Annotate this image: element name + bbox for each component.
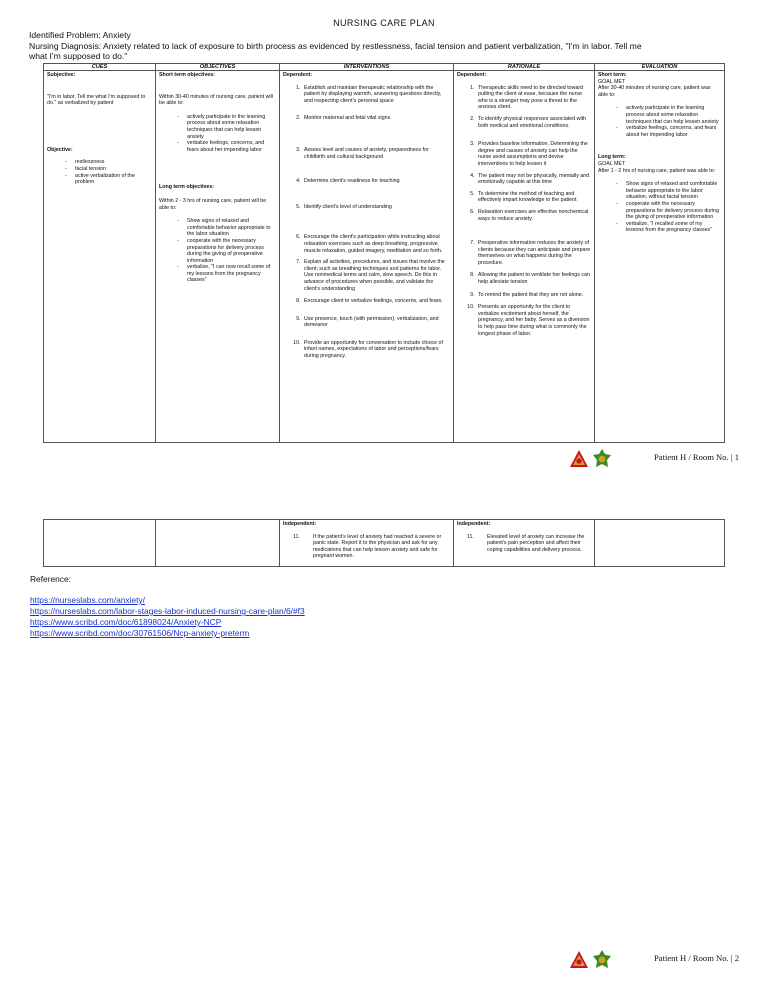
list-item: 5. Identify client's level of understanding bbox=[302, 204, 450, 211]
college-seal-icon bbox=[592, 448, 612, 468]
list-item: - facial tension bbox=[65, 166, 152, 173]
care-plan-table-continued bbox=[43, 519, 725, 567]
subjective-label: Subjective: bbox=[47, 72, 76, 78]
header-row bbox=[44, 64, 725, 71]
reference-link[interactable]: https://nurseslabs.com/anxiety/ bbox=[30, 595, 145, 605]
reference-link[interactable]: https://nurseslabs.com/labor-stages-labor-induced-nursing-care-plan/6/#f3 bbox=[30, 606, 305, 616]
nursing-diagnosis bbox=[29, 41, 749, 61]
list-item: 7. Explain all activities, procedures, and issues that involve the client; such as breathing techniques and patterns for labor. Use nonmedical terms and calm, slow speech. Do this in advance of procedures when possible, and validate the client's understanding bbox=[302, 259, 450, 292]
list-item bbox=[283, 534, 450, 560]
objectives-cell bbox=[156, 71, 280, 443]
list-item: 1. Therapeutic skills need to be directed toward putting the client at ease, because the nurse who is a stranger may pose a threat to the anxious client. bbox=[476, 85, 591, 111]
reference-link[interactable]: https://www.scribd.com/doc/30761506/Ncp-anxiety-preterm bbox=[30, 628, 250, 638]
cues-cell bbox=[44, 71, 156, 443]
evaluation-cell bbox=[595, 71, 725, 443]
references-label: Reference: bbox=[30, 574, 71, 584]
long-term-objectives-list bbox=[159, 218, 276, 284]
list-item: 6. Relaxation exercises are effective nonchemical ways to reduce anxiety. bbox=[476, 209, 591, 222]
college-seal-icon bbox=[592, 949, 612, 969]
list-item: 3. Assess level and causes of anxiety, preparedness for childbirth and cultural background bbox=[302, 147, 450, 160]
subjective-text: "I'm in labor. Tell me what I'm supposed to do." as verbalized by patient bbox=[47, 93, 146, 107]
nursing-diagnosis-line-1: Nursing Diagnosis: Anxiety related to lack of exposure to birth process as evidenced by restlessness, facial tension and patient verbalization, "I'm in labor. Tell me bbox=[29, 41, 642, 51]
list-item: 7. Preoperative information reduces the anxiety of clients because they can anticipate and prepare themselves on what happens during the procedure. bbox=[476, 240, 591, 266]
care-plan-table bbox=[43, 63, 725, 443]
list-item: 4. Determine client's readiness for teaching bbox=[302, 178, 450, 185]
item-number: 11. bbox=[293, 533, 300, 540]
header-objectives: OBJECTIVES bbox=[156, 64, 280, 71]
list-item: - verbalize, "I recalled some of my lessons from the pregnancy classes" bbox=[616, 221, 721, 234]
interventions-cell bbox=[280, 520, 454, 567]
identified-problem: Identified Problem: Anxiety bbox=[29, 30, 131, 40]
list-item: - verbalize, "I can now recall some of my lessons from the pregnancy classes" bbox=[177, 264, 276, 284]
nursing-diagnosis-line-2: what I'm supposed to do." bbox=[29, 51, 128, 61]
rationale-dependent-label: Dependent: bbox=[457, 72, 487, 78]
list-item: 10. Presents an opportunity for the client to verbalize excitement about herself, the pregnancy, and her baby. Serves as a diversion to help pass time during what is commonly the longest phase of labor. bbox=[476, 304, 591, 337]
short-term-objectives-label: Short term objectives: bbox=[159, 72, 215, 78]
list-item: - active verbalization of the problem bbox=[65, 173, 152, 186]
list-item: 2. Monitor maternal and fetal vital signs bbox=[302, 115, 450, 122]
list-item: 1. Establish and maintain therapeutic relationship with the patient by displaying warmth, answering questions directly, and respecting client's personal space bbox=[302, 85, 450, 105]
cues-cell bbox=[44, 520, 156, 567]
item-text: If the patient's level of anxiety had reached a severe or panic state. Report it to the physician and ask for any medications that can help lessen anxiety and safe for pregnant women. bbox=[313, 533, 442, 560]
school-seal-icon bbox=[569, 449, 589, 469]
list-item: 8. Allowing the patient to ventilate her feelings can help alleviate tension bbox=[476, 272, 591, 285]
list-item: 6. Encourage the client's participation while instructing about relaxation exercises such as deep breathing, progressive muscle relaxation, guided imagery, meditation and so forth. bbox=[302, 234, 450, 254]
school-seal-icon bbox=[569, 950, 589, 970]
list-item: 5. To determine the method of teaching and effectively impart knowledge to the patient bbox=[476, 191, 591, 204]
interventions-independent-label: Independent: bbox=[283, 521, 317, 527]
item-text: Elevated level of anxiety can increase the patient's pain perception and affect their coping capabilities and delivery process. bbox=[487, 533, 585, 553]
evaluation-long-term-status: GOAL MET bbox=[598, 160, 626, 167]
interventions-cell bbox=[280, 71, 454, 443]
list-item: - actively participate in the learning process about some relaxation techniques that can help lessen anxiety bbox=[616, 105, 721, 125]
short-term-objectives-list bbox=[159, 114, 276, 154]
list-item: - cooperate with the necessary preparations for delivery process during the giving of preoperative information bbox=[177, 238, 276, 264]
list-item: - cooperate with the necessary preparations for delivery process during the giving of preoperative information bbox=[616, 201, 721, 221]
rationale-independent-label: Independent: bbox=[457, 521, 491, 527]
list-item: 10. Provide an opportunity for conversation to include choice of infant names, expectations of labor and perceptions/fears during pregnancy. bbox=[302, 340, 450, 360]
evaluation-short-term-label: Short term: bbox=[598, 72, 627, 78]
reference-link[interactable]: https://www.scribd.com/doc/61898024/Anxiety-NCP bbox=[30, 617, 222, 627]
list-item: 4. The patient may not be physically, mentally and emotionally capable at this time bbox=[476, 173, 591, 186]
page-footer-2: Patient H / Room No. | 2 bbox=[653, 953, 739, 963]
list-item: 9. To remind the patient that they are not alone. bbox=[476, 292, 591, 299]
list-item: 9. Use presence, touch (with permission), verbalization, and demeanor bbox=[302, 316, 450, 329]
short-term-intro: Within 30-40 minutes of nursing care, patient will be able to: bbox=[159, 93, 273, 107]
content-row bbox=[44, 71, 725, 443]
header-interventions: INTERVENTIONS bbox=[280, 64, 454, 71]
evaluation-long-term-list bbox=[598, 181, 721, 234]
evaluation-short-term-intro: After 30-40 minutes of nursing care, patient was able to: bbox=[598, 85, 711, 98]
list-item: 8. Encourage client to verbalize feelings, concerns, and fears. bbox=[302, 298, 450, 305]
interventions-list bbox=[283, 85, 450, 360]
list-item: - actively participate in the learning process about some relaxation techniques that can help lessen anxiety bbox=[177, 114, 276, 140]
long-term-intro: Within 2 - 3 hrs of nursing care, patient will be able to: bbox=[159, 197, 267, 211]
evaluation-cell bbox=[595, 520, 725, 567]
objective-label: Objective: bbox=[47, 146, 73, 153]
list-item: - restlessness bbox=[65, 159, 152, 166]
list-item: 2. To identify physical responses associated with both medical and emotional conditions. bbox=[476, 116, 591, 129]
rationale-cell bbox=[454, 71, 595, 443]
long-term-objectives-label: Long term objectives: bbox=[159, 184, 215, 191]
list-item: - verbalize feelings, concerns, and fears about her impending labor bbox=[616, 125, 721, 138]
page-title: NURSING CARE PLAN bbox=[333, 18, 435, 28]
evaluation-short-term-status: GOAL MET bbox=[598, 78, 626, 85]
evaluation-long-term-label: Long term: bbox=[598, 154, 626, 161]
header-evaluation: EVALUATION bbox=[595, 64, 725, 71]
content-row bbox=[44, 520, 725, 567]
references bbox=[30, 574, 305, 639]
evaluation-short-term-list bbox=[598, 105, 721, 138]
list-item: - verbalize feelings, concerns, and fears about her impending labor bbox=[177, 140, 276, 153]
page-footer-1: Patient H / Room No. | 1 bbox=[653, 452, 739, 462]
list-item bbox=[457, 534, 591, 554]
item-number: 11. bbox=[467, 533, 474, 540]
header-cues: CUES bbox=[44, 64, 156, 71]
header-rationale: RATIONALE bbox=[454, 64, 595, 71]
rationale-list bbox=[457, 85, 591, 338]
evaluation-long-term-intro: After 1 - 2 hrs of nursing care, patient was able to: bbox=[598, 167, 716, 174]
rationale-cell bbox=[454, 520, 595, 567]
interventions-dependent-label: Dependent: bbox=[283, 72, 313, 78]
list-item: 3. Provides baseline information. Determining the degree and causes of anxiety can help the nurse avoid assumptions and devise interventions to help lessen it bbox=[476, 141, 591, 167]
objectives-cell bbox=[156, 520, 280, 567]
list-item: - Show signs of relaxed and comfortable behavior appropriate to the labor situation, without facial tension bbox=[616, 181, 721, 201]
list-item: - Show signs of relaxed and comfortable behavior appropriate to the labor situation bbox=[177, 218, 276, 238]
objective-list bbox=[47, 159, 152, 185]
